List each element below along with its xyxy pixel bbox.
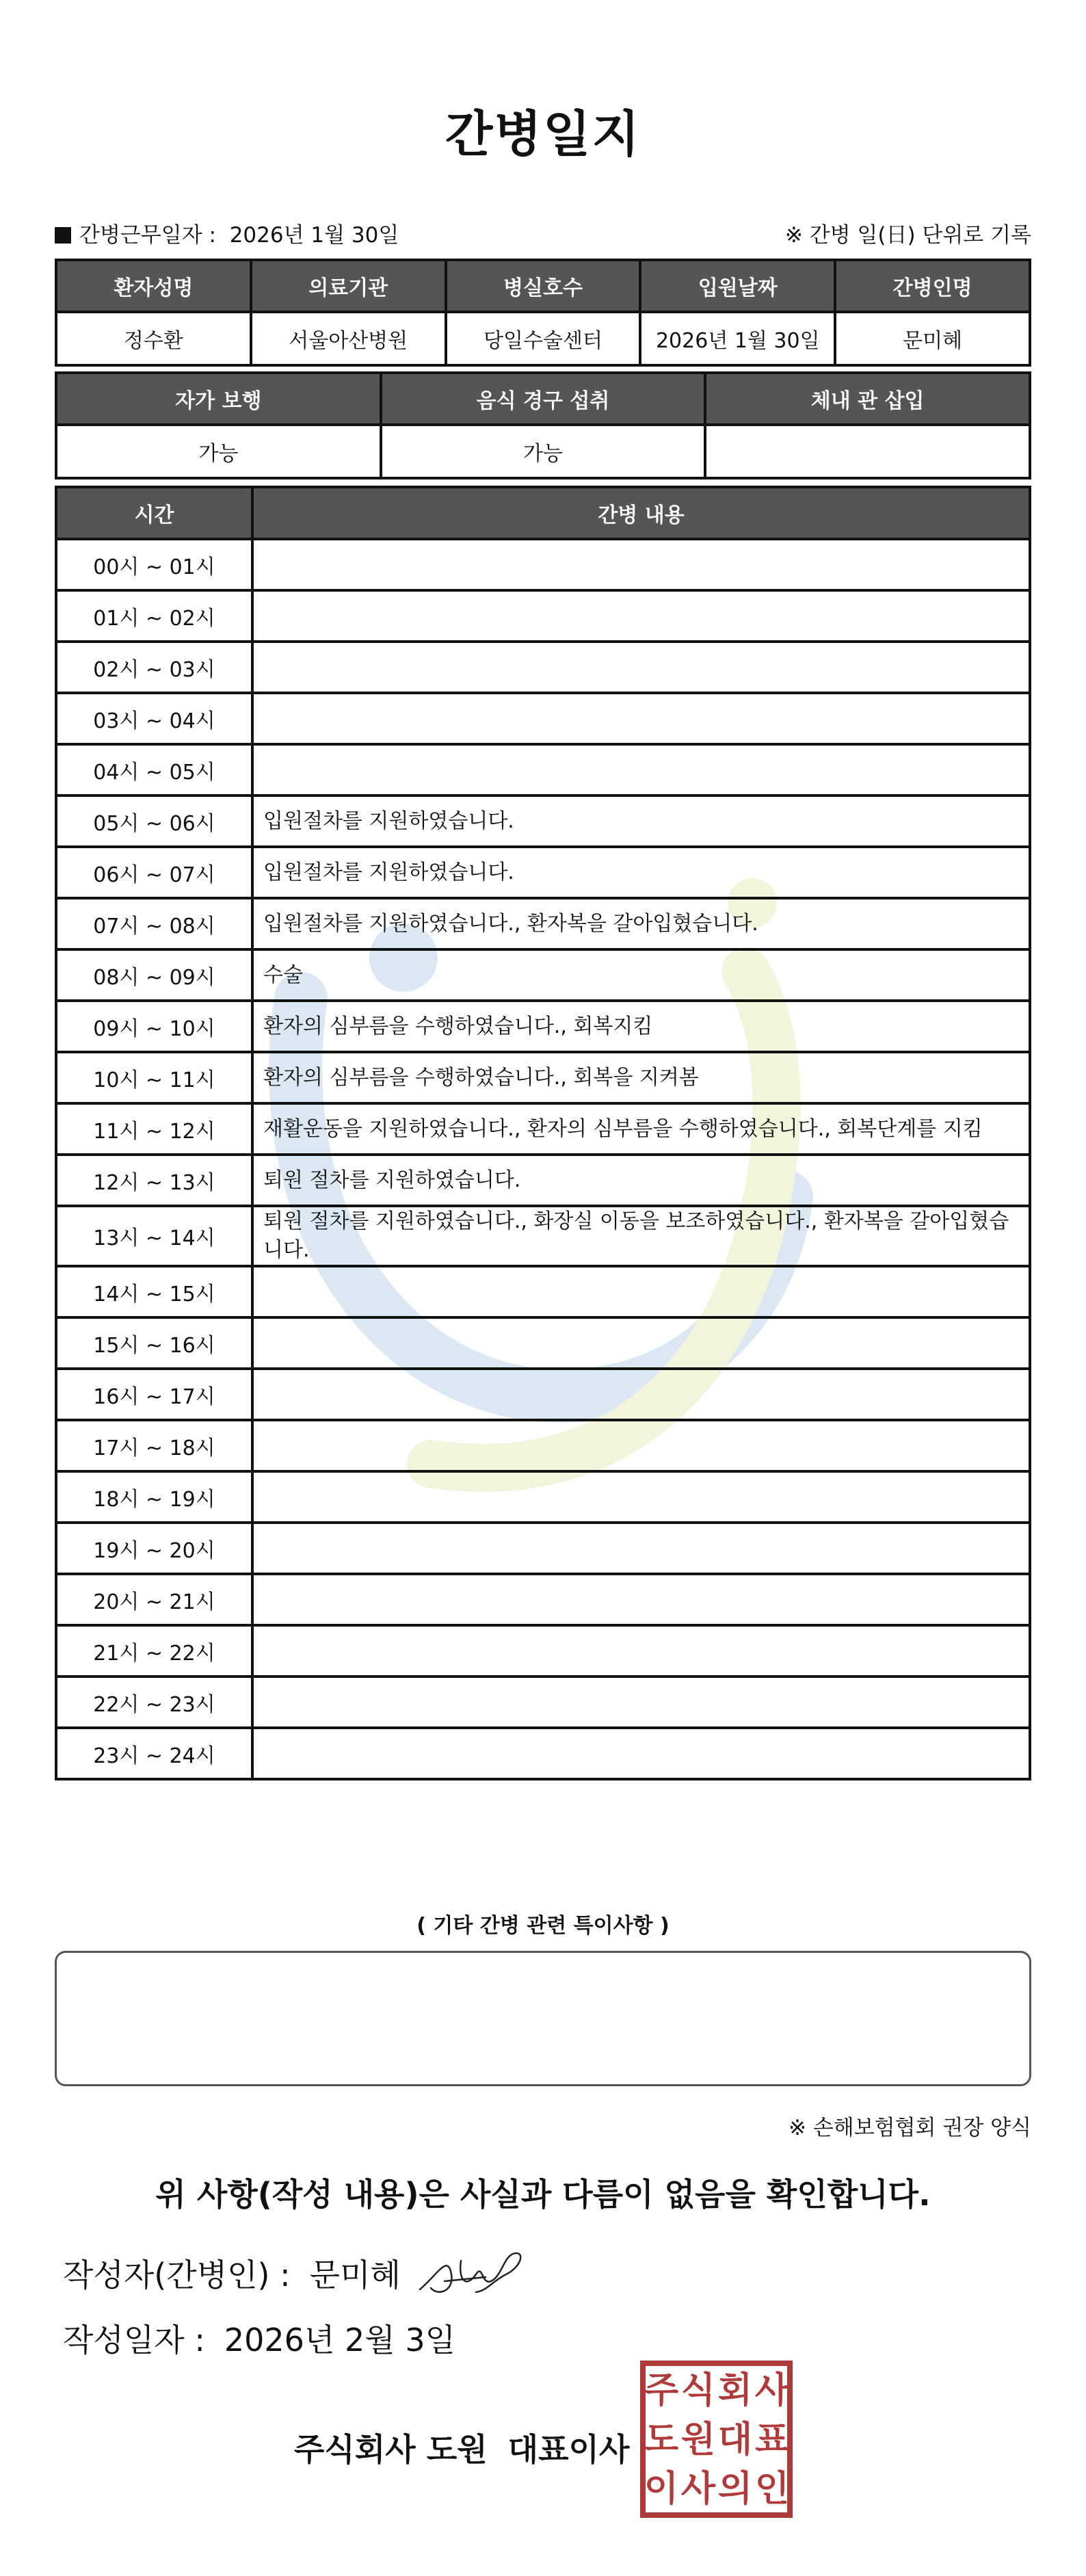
care-log-time: 13시 ~ 14시 <box>56 1206 252 1266</box>
handwritten-signature <box>410 2233 533 2309</box>
writer-label: 작성자(간병인) : <box>63 2257 291 2294</box>
care-log-content <box>252 744 1030 796</box>
care-log-time: 22시 ~ 23시 <box>56 1677 252 1728</box>
care-log-time: 11시 ~ 12시 <box>56 1103 252 1155</box>
care-log-body <box>56 539 1030 1779</box>
square-bullet-icon <box>55 227 71 244</box>
header-oral-intake: 음식 경구 섭취 <box>381 373 706 425</box>
oral-intake-value: 가능 <box>381 425 706 478</box>
care-log-row <box>56 1369 1030 1420</box>
care-log-time: 03시 ~ 04시 <box>56 693 252 744</box>
seal-character: 도 <box>644 2419 679 2460</box>
seal-character: 대 <box>717 2419 753 2460</box>
notes-title: ( 기타 간병 관련 특이사항 ) <box>416 1914 670 1938</box>
care-log-content <box>252 1574 1030 1625</box>
care-log-row <box>56 847 1030 898</box>
header-caregiver-name: 간병인명 <box>835 260 1030 312</box>
care-log-time: 10시 ~ 11시 <box>56 1052 252 1103</box>
care-log-time: 15시 ~ 16시 <box>56 1317 252 1369</box>
care-log-content <box>252 1523 1030 1574</box>
care-log-header-row <box>56 487 1030 539</box>
patient-status-table <box>55 371 1031 479</box>
care-log-content: 퇴원 절차를 지원하였습니다. <box>252 1155 1030 1206</box>
seal-character: 이 <box>644 2468 679 2510</box>
care-log-row <box>56 590 1030 642</box>
care-log-content: 입원절차를 지원하였습니다. <box>252 796 1030 847</box>
care-log-content <box>252 1471 1030 1523</box>
patient-info-table <box>55 259 1031 367</box>
patient-status-header-row <box>56 373 1030 425</box>
care-log-content <box>252 1369 1030 1420</box>
care-log-time: 20시 ~ 21시 <box>56 1574 252 1625</box>
writer-name: 문미혜 <box>309 2257 401 2294</box>
seal-character: 사 <box>754 2369 790 2411</box>
care-log-content <box>252 590 1030 642</box>
care-log-content <box>252 1420 1030 1471</box>
document-title: 간병일지 <box>445 105 641 163</box>
company-title: 대표이사 <box>507 2431 630 2468</box>
tube-insertion-value <box>705 425 1030 478</box>
written-date-value: 2026년 2월 3일 <box>224 2322 456 2358</box>
header-self-walking: 자가 보행 <box>56 373 381 425</box>
care-log-time: 01시 ~ 02시 <box>56 590 252 642</box>
care-log-row <box>56 1677 1030 1728</box>
care-log-content <box>252 1677 1030 1728</box>
care-log-row <box>56 1317 1030 1369</box>
admission-date: 2026년 1월 30일 <box>640 312 835 365</box>
care-log-content <box>252 693 1030 744</box>
header-admission-date: 입원날짜 <box>640 260 835 312</box>
care-log-time: 09시 ~ 10시 <box>56 1001 252 1052</box>
care-log-time: 12시 ~ 13시 <box>56 1155 252 1206</box>
seal-character: 주 <box>644 2369 679 2411</box>
care-log-table <box>55 486 1031 1780</box>
care-log-time: 19시 ~ 20시 <box>56 1523 252 1574</box>
header-time: 시간 <box>56 487 252 539</box>
care-log-time: 14시 ~ 15시 <box>56 1266 252 1317</box>
work-date-value: 2026년 1월 30일 <box>229 223 399 248</box>
written-date-label: 작성일자 : <box>63 2322 205 2358</box>
writer-line <box>63 2250 401 2296</box>
care-log-row <box>56 642 1030 693</box>
header-patient-name: 환자성명 <box>56 260 251 312</box>
self-walking-value: 가능 <box>56 425 381 478</box>
company-line <box>294 2425 629 2470</box>
care-log-content: 입원절차를 지원하였습니다., 환자복을 갈아입혔습니다. <box>252 898 1030 949</box>
patient-info-header-row <box>56 260 1030 312</box>
seal-character: 인 <box>754 2468 790 2510</box>
company-seal-stamp <box>639 2360 793 2519</box>
room-number: 당일수술센터 <box>446 312 641 365</box>
seal-character: 원 <box>680 2419 716 2460</box>
care-log-row <box>56 898 1030 949</box>
source-note: ※ 손해보험협회 권장 양식 <box>789 2116 1031 2140</box>
care-log-content <box>252 1317 1030 1369</box>
care-log-content <box>252 642 1030 693</box>
care-log-content: 재활운동을 지원하였습니다., 환자의 심부름을 수행하였습니다., 회복단계를 지킴 <box>252 1103 1030 1155</box>
care-log-content: 환자의 심부름을 수행하였습니다., 회복을 지켜봄 <box>252 1052 1030 1103</box>
patient-info-value-row <box>56 312 1030 365</box>
header-room: 병실호수 <box>446 260 641 312</box>
seal-character: 회 <box>717 2369 753 2411</box>
care-log-content: 환자의 심부름을 수행하였습니다., 회복지킴 <box>252 1001 1030 1052</box>
care-log-row <box>56 949 1030 1001</box>
seal-character: 의 <box>717 2468 753 2510</box>
care-log-time: 05시 ~ 06시 <box>56 796 252 847</box>
care-log-content: 수술 <box>252 949 1030 1001</box>
care-log-row <box>56 1523 1030 1574</box>
care-log-row <box>56 744 1030 796</box>
unit-note: ※ 간병 일(日) 단위로 기록 <box>784 223 1031 248</box>
work-date-line <box>55 218 399 248</box>
care-log-row <box>56 1155 1030 1206</box>
care-log-time: 21시 ~ 22시 <box>56 1625 252 1677</box>
company-name: 주식회사 도원 <box>294 2431 488 2468</box>
care-log-content <box>252 539 1030 590</box>
care-log-content: 퇴원 절차를 지원하였습니다., 화장실 이동을 보조하였습니다., 환자복을 갈아입혔습니다. <box>252 1206 1030 1266</box>
care-log-time: 07시 ~ 08시 <box>56 898 252 949</box>
patient-name: 정수환 <box>56 312 251 365</box>
care-log-row <box>56 1103 1030 1155</box>
care-log-content <box>252 1625 1030 1677</box>
header-care-content: 간병 내용 <box>252 487 1030 539</box>
care-log-time: 17시 ~ 18시 <box>56 1420 252 1471</box>
care-log-content: 입원절차를 지원하였습니다. <box>252 847 1030 898</box>
care-log-row <box>56 1266 1030 1317</box>
care-log-row <box>56 1574 1030 1625</box>
header-hospital: 의료기관 <box>251 260 446 312</box>
care-log-row <box>56 1420 1030 1471</box>
written-date-line <box>63 2315 455 2361</box>
care-log-time: 00시 ~ 01시 <box>56 539 252 590</box>
patient-status-value-row <box>56 425 1030 478</box>
hospital-name: 서울아산병원 <box>251 312 446 365</box>
care-log-row <box>56 1728 1030 1779</box>
header-tube-insertion: 체내 관 삽입 <box>705 373 1030 425</box>
care-log-time: 23시 ~ 24시 <box>56 1728 252 1779</box>
care-log-row <box>56 1471 1030 1523</box>
seal-character: 표 <box>754 2419 790 2460</box>
care-log-row <box>56 1206 1030 1266</box>
notes-box <box>55 1951 1031 2086</box>
work-date-label: 간병근무일자 : <box>79 223 216 248</box>
care-log-row <box>56 693 1030 744</box>
seal-character: 사 <box>680 2468 716 2510</box>
caregiver-name: 문미혜 <box>835 312 1030 365</box>
care-log-time: 02시 ~ 03시 <box>56 642 252 693</box>
care-log-time: 16시 ~ 17시 <box>56 1369 252 1420</box>
care-log-row <box>56 1625 1030 1677</box>
care-log-time: 04시 ~ 05시 <box>56 744 252 796</box>
care-log-content <box>252 1266 1030 1317</box>
care-log-time: 08시 ~ 09시 <box>56 949 252 1001</box>
care-log-row <box>56 1001 1030 1052</box>
confirmation-statement: 위 사항(작성 내용)은 사실과 다름이 없음을 확인합니다. <box>155 2176 931 2213</box>
care-log-content <box>252 1728 1030 1779</box>
care-log-row <box>56 796 1030 847</box>
care-log-time: 18시 ~ 19시 <box>56 1471 252 1523</box>
care-log-time: 06시 ~ 07시 <box>56 847 252 898</box>
seal-character: 식 <box>680 2369 716 2411</box>
care-log-row <box>56 1052 1030 1103</box>
care-log-row <box>56 539 1030 590</box>
